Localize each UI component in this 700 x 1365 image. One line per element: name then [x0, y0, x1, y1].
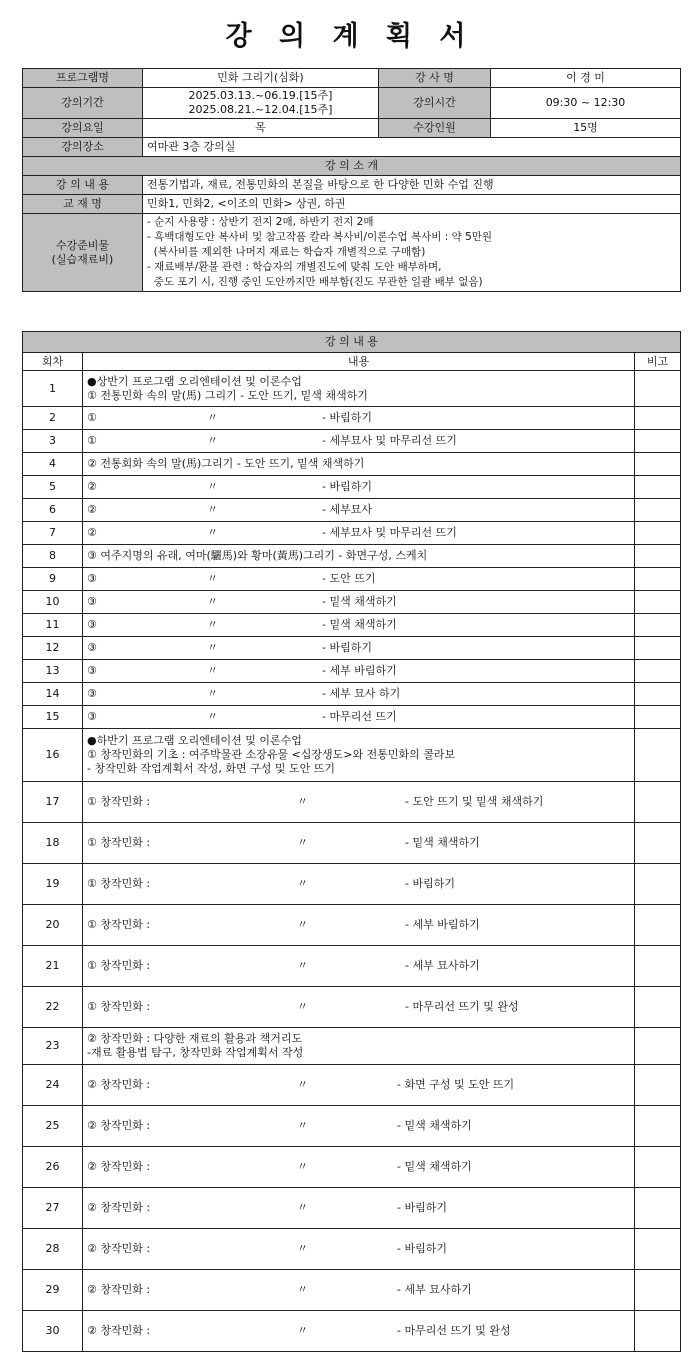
- materials-line: (복사비를 제외한 나머지 재료는 학습자 개별적으로 구매함): [147, 246, 426, 258]
- row-note: [635, 782, 681, 823]
- table-row: [23, 499, 681, 522]
- content-value: 전통기법과, 재료, 전통민화의 본질을 바탕으로 한 다양한 민화 수업 진행: [143, 176, 681, 195]
- content-main: ③: [87, 572, 97, 585]
- content-main: ●하반기 프로그램 오리엔테이션 및 이론수업: [87, 734, 302, 747]
- row-note: [635, 499, 681, 522]
- table-row: [23, 823, 681, 864]
- period-value: [143, 88, 379, 119]
- row-note: [635, 522, 681, 545]
- content-main: ③: [87, 664, 97, 677]
- content-label: 강 의 내 용: [23, 176, 143, 195]
- table-row: [23, 1229, 681, 1270]
- content-line: [87, 1119, 630, 1133]
- ditto-mark: 〃: [207, 572, 218, 585]
- row-number: 11: [23, 614, 83, 637]
- ditto-mark: 〃: [207, 526, 218, 539]
- content-main: ② 창작민화 :: [87, 1119, 151, 1132]
- table-row: [23, 683, 681, 706]
- ditto-mark: 〃: [297, 918, 308, 931]
- content-line: [87, 918, 630, 932]
- content-main: ② 창작민화 :: [87, 1201, 151, 1214]
- content-detail: - 마무리선 뜨기: [322, 710, 397, 723]
- row-note: [635, 660, 681, 683]
- content-detail: - 밑색 채색하기: [397, 1160, 472, 1173]
- content-main: ① 창작민화 :: [87, 1000, 151, 1013]
- row-number: 3: [23, 430, 83, 453]
- row-note: [635, 1106, 681, 1147]
- row-note: [635, 1147, 681, 1188]
- period-label: 강의기간: [23, 88, 143, 119]
- content-detail: - 밑색 채색하기: [405, 836, 480, 849]
- table-row: [23, 1311, 681, 1352]
- content-line: [87, 595, 630, 609]
- content-detail: - 세부 묘사하기: [397, 1283, 472, 1296]
- materials-label-line1: 수강준비물: [55, 238, 110, 252]
- row-content: [83, 1311, 635, 1352]
- row-note: [635, 706, 681, 729]
- table-row: [23, 545, 681, 568]
- content-line: [87, 434, 630, 448]
- table-row: [23, 1147, 681, 1188]
- content-line: [87, 1324, 630, 1338]
- ditto-mark: 〃: [297, 1000, 308, 1013]
- row-content: [83, 614, 635, 637]
- row-content: [83, 946, 635, 987]
- content-detail: - 바림하기: [322, 480, 372, 493]
- content-line: [87, 457, 630, 471]
- row-content: [83, 637, 635, 660]
- ditto-mark: 〃: [297, 1324, 308, 1337]
- ditto-mark: 〃: [207, 595, 218, 608]
- row-content: [83, 430, 635, 453]
- table-row: [23, 591, 681, 614]
- content-main: ① 창작민화 :: [87, 918, 151, 931]
- place-label: 강의장소: [23, 138, 143, 157]
- content-detail: - 세부 묘사 하기: [322, 687, 401, 700]
- content-detail: - 마무리선 뜨기 및 완성: [397, 1324, 511, 1337]
- row-number: 15: [23, 706, 83, 729]
- table-row: [23, 614, 681, 637]
- row-content: [83, 476, 635, 499]
- content-line: [87, 1032, 630, 1046]
- row-note: [635, 545, 681, 568]
- textbook-value: 민화1, 민화2, <이조의 민화> 상권, 하권: [143, 195, 681, 214]
- content-detail: - 도안 뜨기 및 밑색 채색하기: [405, 795, 544, 808]
- content-detail: - 세부 바림하기: [405, 918, 480, 931]
- content-line: [87, 641, 630, 655]
- content-main: ②: [87, 526, 97, 539]
- materials-label-line2: (실습재료비): [51, 252, 114, 266]
- content-line: [87, 836, 630, 850]
- content-detail: - 바림하기: [405, 877, 455, 890]
- table-row: [23, 782, 681, 823]
- row-note: [635, 905, 681, 946]
- row-content: [83, 706, 635, 729]
- row-number: 27: [23, 1188, 83, 1229]
- table-row: [23, 987, 681, 1028]
- row-note: [635, 729, 681, 782]
- content-detail: - 화면 구성 및 도안 뜨기: [397, 1078, 515, 1091]
- content-main: ② 창작민화 :: [87, 1324, 151, 1337]
- table-row: [23, 453, 681, 476]
- row-number: 14: [23, 683, 83, 706]
- ditto-mark: 〃: [207, 480, 218, 493]
- content-detail: - 바림하기: [322, 411, 372, 424]
- ditto-mark: 〃: [297, 1078, 308, 1091]
- row-number: 30: [23, 1311, 83, 1352]
- row-content: [83, 1065, 635, 1106]
- table-row: [23, 905, 681, 946]
- row-number: 21: [23, 946, 83, 987]
- row-content: [83, 591, 635, 614]
- row-number: 24: [23, 1065, 83, 1106]
- ditto-mark: 〃: [207, 411, 218, 424]
- content-main: ②: [87, 480, 97, 493]
- row-note: [635, 1028, 681, 1065]
- table-row: [23, 476, 681, 499]
- content-line: [87, 1078, 630, 1092]
- row-content: [83, 568, 635, 591]
- column-header-no: 회차: [23, 353, 83, 371]
- row-note: [635, 407, 681, 430]
- row-content: [83, 522, 635, 545]
- content-main: ① 창작민화 :: [87, 795, 151, 808]
- content-main: ②: [87, 503, 97, 516]
- row-content: [83, 683, 635, 706]
- table-row: [23, 660, 681, 683]
- ditto-mark: 〃: [297, 1283, 308, 1296]
- table-row: [23, 1065, 681, 1106]
- row-number: 8: [23, 545, 83, 568]
- table-row: [23, 1270, 681, 1311]
- row-note: [635, 1229, 681, 1270]
- content-main: ③: [87, 618, 97, 631]
- time-label: 강의시간: [379, 88, 491, 119]
- column-header-note: 비고: [635, 353, 681, 371]
- schedule-table: [22, 331, 681, 1352]
- row-number: 26: [23, 1147, 83, 1188]
- content-main: ② 창작민화 :: [87, 1242, 151, 1255]
- content-main: ③: [87, 595, 97, 608]
- row-number: 6: [23, 499, 83, 522]
- content-line-2: ① 창작민화의 기초 : 여주박물관 소장유물 <십장생도>와 전통민화의 콜라보: [87, 748, 456, 761]
- row-content: [83, 905, 635, 946]
- row-note: [635, 453, 681, 476]
- ditto-mark: 〃: [207, 710, 218, 723]
- instructor-value: 이 경 미: [491, 69, 681, 88]
- materials-value: [143, 214, 681, 292]
- row-note: [635, 371, 681, 407]
- table-row: [23, 1028, 681, 1065]
- info-table: [22, 68, 681, 292]
- content-detail: - 세부 묘사하기: [405, 959, 480, 972]
- content-main: ② 창작민화 :: [87, 1160, 151, 1173]
- content-detail: - 바림하기: [322, 641, 372, 654]
- row-number: 12: [23, 637, 83, 660]
- ditto-mark: 〃: [297, 836, 308, 849]
- row-content: [83, 987, 635, 1028]
- content-main: ①: [87, 411, 97, 424]
- row-number: 25: [23, 1106, 83, 1147]
- row-number: 7: [23, 522, 83, 545]
- period-value-first: 2025.03.13.~06.19.[15주]: [188, 89, 333, 102]
- row-content: [83, 371, 635, 407]
- content-detail: - 세부묘사: [322, 503, 372, 516]
- row-number: 29: [23, 1270, 83, 1311]
- content-detail: - 세부묘사 및 마무리선 뜨기: [322, 526, 457, 539]
- place-value: 여마관 3층 강의실: [143, 138, 681, 157]
- row-number: 28: [23, 1229, 83, 1270]
- row-content: [83, 1270, 635, 1311]
- row-note: [635, 614, 681, 637]
- content-line: [87, 526, 630, 540]
- table-row: [23, 371, 681, 407]
- row-number: 13: [23, 660, 83, 683]
- schedule-body: [23, 371, 681, 1352]
- content-main: ③: [87, 710, 97, 723]
- content-main: ③: [87, 687, 97, 700]
- ditto-mark: 〃: [207, 687, 218, 700]
- content-line: [87, 618, 630, 632]
- content-line: [87, 687, 630, 701]
- ditto-mark: 〃: [207, 618, 218, 631]
- row-number: 23: [23, 1028, 83, 1065]
- table-row: [23, 729, 681, 782]
- content-main: ③ 여주지명의 유래, 여마(驪馬)와 황마(黃馬)그리기 - 화면구성, 스케치: [87, 549, 428, 562]
- table-row: [23, 946, 681, 987]
- content-line: [87, 795, 630, 809]
- materials-line: - 흑백대형도안 복사비 및 참고작품 칼라 복사비/이론수업 복사비 : 약 5만원: [147, 231, 493, 243]
- time-value: 09:30 ~ 12:30: [491, 88, 681, 119]
- ditto-mark: 〃: [207, 641, 218, 654]
- materials-line: 중도 포기 시, 진행 중인 도안까지만 배부함(진도 무관한 일괄 배부 없음): [147, 276, 483, 288]
- content-main: ② 전통회화 속의 말(馬)그리기 - 도안 뜨기, 밑색 채색하기: [87, 457, 365, 470]
- row-note: [635, 1270, 681, 1311]
- content-line: [87, 877, 630, 891]
- row-note: [635, 1311, 681, 1352]
- row-note: [635, 987, 681, 1028]
- row-number: 9: [23, 568, 83, 591]
- row-number: 17: [23, 782, 83, 823]
- content-detail: - 밑색 채색하기: [397, 1119, 472, 1132]
- content-main: ① 창작민화 :: [87, 877, 151, 890]
- row-number: 16: [23, 729, 83, 782]
- table-row: [23, 706, 681, 729]
- content-detail: - 도안 뜨기: [322, 572, 376, 585]
- row-number: 22: [23, 987, 83, 1028]
- content-line-2: -재료 활용법 탐구, 창작민화 작업계획서 작성: [87, 1046, 304, 1059]
- content-main: ② 창작민화 :: [87, 1283, 151, 1296]
- ditto-mark: 〃: [297, 959, 308, 972]
- content-line: [87, 1201, 630, 1215]
- content-detail: - 밑색 채색하기: [322, 618, 397, 631]
- content-detail: - 세부묘사 및 마무리선 뜨기: [322, 434, 457, 447]
- table-row: [23, 407, 681, 430]
- row-note: [635, 637, 681, 660]
- ditto-mark: 〃: [297, 795, 308, 808]
- ditto-mark: 〃: [297, 1201, 308, 1214]
- content-main: ② 창작민화 :: [87, 1078, 151, 1091]
- row-note: [635, 476, 681, 499]
- table-row: [23, 430, 681, 453]
- row-number: 19: [23, 864, 83, 905]
- row-content: [83, 823, 635, 864]
- ditto-mark: 〃: [207, 664, 218, 677]
- capacity-label: 수강인원: [379, 119, 491, 138]
- row-content: [83, 1147, 635, 1188]
- content-line: [87, 1283, 630, 1297]
- table-row: [23, 568, 681, 591]
- content-line: [87, 411, 630, 425]
- content-main: ③: [87, 641, 97, 654]
- content-main: ①: [87, 434, 97, 447]
- content-line: [87, 1000, 630, 1014]
- row-note: [635, 864, 681, 905]
- table-row: [23, 1106, 681, 1147]
- instructor-label: 강 사 명: [379, 69, 491, 88]
- ditto-mark: 〃: [207, 434, 218, 447]
- materials-line: - 순지 사용량 : 상반기 전지 2매, 하반기 전지 2매: [147, 216, 374, 228]
- content-line: [87, 572, 630, 586]
- row-number: 20: [23, 905, 83, 946]
- content-line: [87, 503, 630, 517]
- row-number: 5: [23, 476, 83, 499]
- content-detail: - 세부 바림하기: [322, 664, 397, 677]
- row-content: [83, 499, 635, 522]
- content-line: [87, 1242, 630, 1256]
- row-content: [83, 660, 635, 683]
- content-line: [87, 664, 630, 678]
- content-line: [87, 375, 630, 389]
- capacity-value: 15명: [491, 119, 681, 138]
- row-note: [635, 591, 681, 614]
- content-detail: - 바림하기: [397, 1242, 447, 1255]
- row-content: [83, 1028, 635, 1065]
- content-line: [87, 1160, 630, 1174]
- row-note: [635, 1188, 681, 1229]
- row-number: 4: [23, 453, 83, 476]
- day-label: 강의요일: [23, 119, 143, 138]
- row-note: [635, 683, 681, 706]
- program-label: 프로그램명: [23, 69, 143, 88]
- schedule-section-header: 강 의 내 용: [23, 332, 681, 353]
- content-main: ① 창작민화 :: [87, 836, 151, 849]
- content-main: ① 창작민화 :: [87, 959, 151, 972]
- column-header-content: 내용: [83, 353, 635, 371]
- content-line: [87, 480, 630, 494]
- table-row: [23, 637, 681, 660]
- row-number: 2: [23, 407, 83, 430]
- row-content: [83, 1106, 635, 1147]
- row-content: [83, 1229, 635, 1270]
- row-note: [635, 430, 681, 453]
- ditto-mark: 〃: [297, 1119, 308, 1132]
- ditto-mark: 〃: [207, 503, 218, 516]
- content-line: [87, 734, 630, 748]
- content-main: ② 창작민화 : 다양한 재료의 활용과 책거리도: [87, 1032, 303, 1045]
- materials-label: [23, 214, 143, 292]
- table-row: [23, 522, 681, 545]
- program-value: 민화 그리기(심화): [143, 69, 379, 88]
- row-content: [83, 407, 635, 430]
- content-line: [87, 710, 630, 724]
- row-number: 1: [23, 371, 83, 407]
- row-content: [83, 545, 635, 568]
- row-number: 10: [23, 591, 83, 614]
- row-content: [83, 1188, 635, 1229]
- table-row: [23, 1188, 681, 1229]
- day-value: 목: [143, 119, 379, 138]
- period-value-second: 2025.08.21.~12.04.[15주]: [188, 103, 333, 116]
- row-content: [83, 864, 635, 905]
- row-content: [83, 453, 635, 476]
- document-title: 강 의 계 획 서: [225, 21, 475, 52]
- row-content: [83, 729, 635, 782]
- table-row: [23, 864, 681, 905]
- content-detail: - 밑색 채색하기: [322, 595, 397, 608]
- ditto-mark: 〃: [297, 1160, 308, 1173]
- content-line: [87, 959, 630, 973]
- content-line: [87, 549, 630, 563]
- content-line-3: - 창작민화 작업계획서 작성, 화면 구성 및 도안 뜨기: [87, 762, 335, 775]
- row-note: [635, 946, 681, 987]
- content-detail: - 바림하기: [397, 1201, 447, 1214]
- ditto-mark: 〃: [297, 1242, 308, 1255]
- content-main: ●상반기 프로그램 오리엔테이션 및 이론수업: [87, 374, 302, 388]
- content-detail: - 마무리선 뜨기 및 완성: [405, 1000, 519, 1013]
- row-note: [635, 1065, 681, 1106]
- materials-line: - 재료배부/환불 관련 : 학습자의 개별진도에 맞춰 도안 배부하며,: [147, 261, 442, 273]
- content-line-2: ① 전통민화 속의 말(馬) 그리기 - 도안 뜨기, 밑색 채색하기: [87, 388, 368, 402]
- row-number: 18: [23, 823, 83, 864]
- textbook-label: 교 재 명: [23, 195, 143, 214]
- row-note: [635, 568, 681, 591]
- intro-section-header: 강 의 소 개: [23, 157, 681, 176]
- ditto-mark: 〃: [297, 877, 308, 890]
- row-content: [83, 782, 635, 823]
- row-note: [635, 823, 681, 864]
